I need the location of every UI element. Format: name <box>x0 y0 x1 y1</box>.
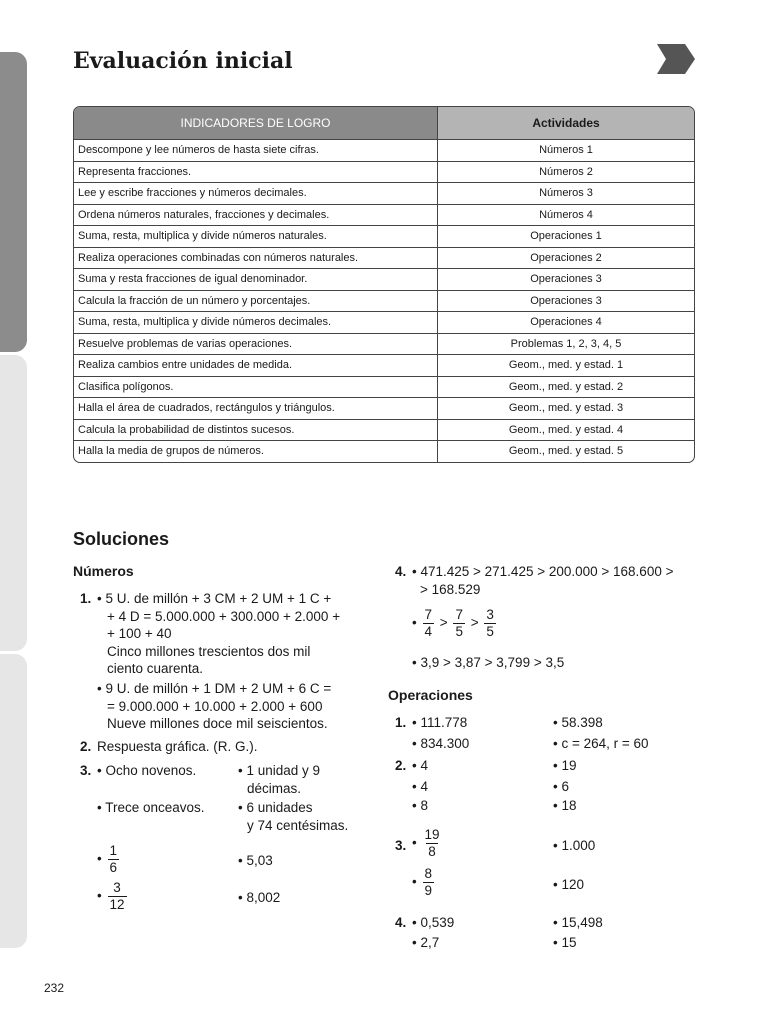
denominator: 8 <box>428 844 436 859</box>
fraction <box>484 607 496 640</box>
indicators-table <box>73 106 695 463</box>
exercise-number: 1. <box>395 715 407 730</box>
table-row <box>74 397 694 419</box>
answer-line: y 74 centésimas. <box>247 817 349 833</box>
denominator: 6 <box>109 860 118 875</box>
answer-line: Cinco millones trescientos dos mil <box>107 643 311 659</box>
solutions-heading: Soluciones <box>73 529 170 549</box>
answer-line: • 8 <box>412 798 428 813</box>
bullet: • <box>97 851 102 867</box>
denominator: 5 <box>455 624 463 639</box>
answer-line: + 100 + 40 <box>107 626 172 641</box>
answer-line: • 3,9 > 3,87 > 3,799 > 3,5 <box>412 655 565 670</box>
answer-line: • 1.000 <box>553 838 596 853</box>
answer-line: Nueve millones doce mil seiscientos. <box>107 716 328 731</box>
indicator-cell: Halla la media de grupos de números. <box>74 441 438 462</box>
numerator: 3 <box>486 607 494 622</box>
table-row <box>74 268 694 290</box>
answer-line: • 6 unidades <box>238 800 313 815</box>
answer-line: • 2,7 <box>412 935 440 950</box>
page-title: Evaluación inicial <box>73 48 293 74</box>
table-row <box>74 204 694 226</box>
chevron-right-icon <box>657 44 695 74</box>
exercise-number: 2. <box>80 739 92 754</box>
table-header-row <box>74 107 694 139</box>
answer-line: • 5 U. de millón + 3 CM + 2 UM + 1 C + <box>97 591 332 606</box>
table-row <box>74 139 694 161</box>
activity-cell: Números 4 <box>539 208 593 221</box>
table-row <box>74 161 694 183</box>
answer-line: • c = 264, r = 60 <box>553 736 649 751</box>
fraction-answer <box>412 827 444 860</box>
activity-cell: Números 1 <box>539 144 593 157</box>
page-number: 232 <box>44 981 65 995</box>
column-header-activities: Actividades <box>438 107 694 139</box>
activity-cell: Geom., med. y estad. 4 <box>508 423 624 436</box>
column-header-indicators: INDICADORES DE LOGRO <box>74 107 438 139</box>
fraction <box>108 843 120 876</box>
answer-line: • Trece onceavos. <box>97 800 205 815</box>
numerator: 8 <box>424 866 433 881</box>
answer-line: • 5,03 <box>238 853 273 868</box>
side-tab <box>0 654 27 948</box>
activity-cell: Geom., med. y estad. 2 <box>508 380 624 393</box>
answer-line: décimas. <box>247 780 302 796</box>
answer-line: Respuesta gráfica. (R. G.). <box>97 739 258 754</box>
numerator: 7 <box>455 607 463 622</box>
activity-cell: Geom., med. y estad. 5 <box>508 445 624 458</box>
fraction-comparison <box>412 607 498 640</box>
exercise-number: 4. <box>395 915 407 930</box>
fraction-answer <box>97 880 129 913</box>
numerator: 3 <box>113 880 121 895</box>
table-row <box>74 376 694 398</box>
indicator-cell: Halla el área de cuadrados, rectángulos y triángulos. <box>74 398 438 419</box>
denominator: 9 <box>424 883 433 898</box>
numerator: 7 <box>424 607 433 622</box>
greater-than-sign: > <box>470 615 479 631</box>
exercise-number: 1. <box>80 591 92 606</box>
table-row <box>74 333 694 355</box>
fraction <box>423 607 435 640</box>
answer-line: • 0,539 <box>412 915 455 930</box>
answer-line: + 4 D = 5.000.000 + 300.000 + 2.000 + <box>107 608 341 624</box>
activity-cell: Números 3 <box>539 187 593 200</box>
answer-line: • 18 <box>553 798 577 813</box>
indicator-cell: Realiza operaciones combinadas con números naturales. <box>74 248 438 269</box>
answer-line: • 120 <box>553 877 585 892</box>
activity-cell: Operaciones 3 <box>530 273 602 286</box>
numerator: 19 <box>424 827 440 842</box>
indicator-cell: Realiza cambios entre unidades de medida. <box>74 355 438 376</box>
fraction <box>453 607 465 640</box>
denominator: 4 <box>424 624 433 639</box>
indicator-cell: Calcula la fracción de un número y porcentajes. <box>74 291 438 312</box>
numeros-heading: Números <box>73 563 134 579</box>
answer-line: • 471.425 > 271.425 > 200.000 > 168.600 > <box>412 564 674 579</box>
fraction <box>423 866 435 899</box>
activity-cell: Operaciones 4 <box>530 316 602 329</box>
answer-line: • 111.778 <box>412 715 468 730</box>
answer-line: > 168.529 <box>420 581 481 597</box>
table-row <box>74 311 694 333</box>
answer-line: • 4 <box>412 758 428 773</box>
greater-than-sign: > <box>439 615 448 631</box>
answer-line: • 4 <box>412 779 428 794</box>
indicator-cell: Representa fracciones. <box>74 162 438 183</box>
exercise-number: 4. <box>395 564 407 579</box>
denominator: 5 <box>486 624 494 639</box>
answer-line: • 15,498 <box>553 915 603 930</box>
table-row <box>74 290 694 312</box>
indicator-cell: Suma, resta, multiplica y divide números naturales. <box>74 226 438 247</box>
fraction <box>108 880 127 913</box>
answer-line: • 6 <box>553 779 569 794</box>
indicator-cell: Lee y escribe fracciones y números decimales. <box>74 183 438 204</box>
activity-cell: Números 2 <box>539 165 593 178</box>
fraction-answer <box>412 866 436 899</box>
indicator-cell: Suma, resta, multiplica y divide números decimales. <box>74 312 438 333</box>
table-row <box>74 225 694 247</box>
side-tab-active <box>0 52 27 352</box>
exercise-number: 3. <box>80 763 92 778</box>
side-tab <box>0 355 27 651</box>
answer-line: • 19 <box>553 758 577 773</box>
activity-cell: Operaciones 3 <box>530 294 602 307</box>
answer-line: • 15 <box>553 935 577 950</box>
exercise-number: 2. <box>395 758 407 773</box>
exercise-number: 3. <box>395 838 407 853</box>
activity-cell: Operaciones 2 <box>530 251 602 264</box>
bullet: • <box>412 615 417 631</box>
activity-cell: Geom., med. y estad. 1 <box>508 359 624 372</box>
indicator-cell: Calcula la probabilidad de distintos sucesos. <box>74 420 438 441</box>
indicator-cell: Descompone y lee números de hasta siete cifras. <box>74 140 438 161</box>
indicator-cell: Suma y resta fracciones de igual denominador. <box>74 269 438 290</box>
operaciones-heading: Operaciones <box>388 687 473 703</box>
numerator: 1 <box>109 843 118 858</box>
activity-cell: Problemas 1, 2, 3, 4, 5 <box>510 337 622 350</box>
indicator-cell: Resuelve problemas de varias operaciones. <box>74 334 438 355</box>
fraction-answer <box>97 843 121 876</box>
table-row <box>74 440 694 462</box>
activity-cell: Geom., med. y estad. 3 <box>508 402 624 415</box>
indicator-cell: Clasifica polígonos. <box>74 377 438 398</box>
answer-line: • 8,002 <box>238 890 281 905</box>
answer-line: • Ocho novenos. <box>97 763 197 778</box>
indicator-cell: Ordena números naturales, fracciones y decimales. <box>74 205 438 226</box>
table-row <box>74 419 694 441</box>
bullet: • <box>97 888 102 904</box>
activity-cell: Operaciones 1 <box>530 230 602 243</box>
answer-line: • 58.398 <box>553 715 603 730</box>
answer-line: = 9.000.000 + 10.000 + 2.000 + 600 <box>107 698 323 714</box>
answer-line: • 834.300 <box>412 736 470 751</box>
bullet: • <box>412 874 417 890</box>
answer-line: ciento cuarenta. <box>107 661 204 676</box>
answer-line: • 1 unidad y 9 <box>238 763 321 778</box>
bullet: • <box>412 835 417 851</box>
table-row <box>74 182 694 204</box>
denominator: 12 <box>109 897 125 912</box>
table-row <box>74 354 694 376</box>
table-row <box>74 247 694 269</box>
answer-line: • 9 U. de millón + 1 DM + 2 UM + 6 C = <box>97 681 332 696</box>
fraction <box>423 827 442 860</box>
